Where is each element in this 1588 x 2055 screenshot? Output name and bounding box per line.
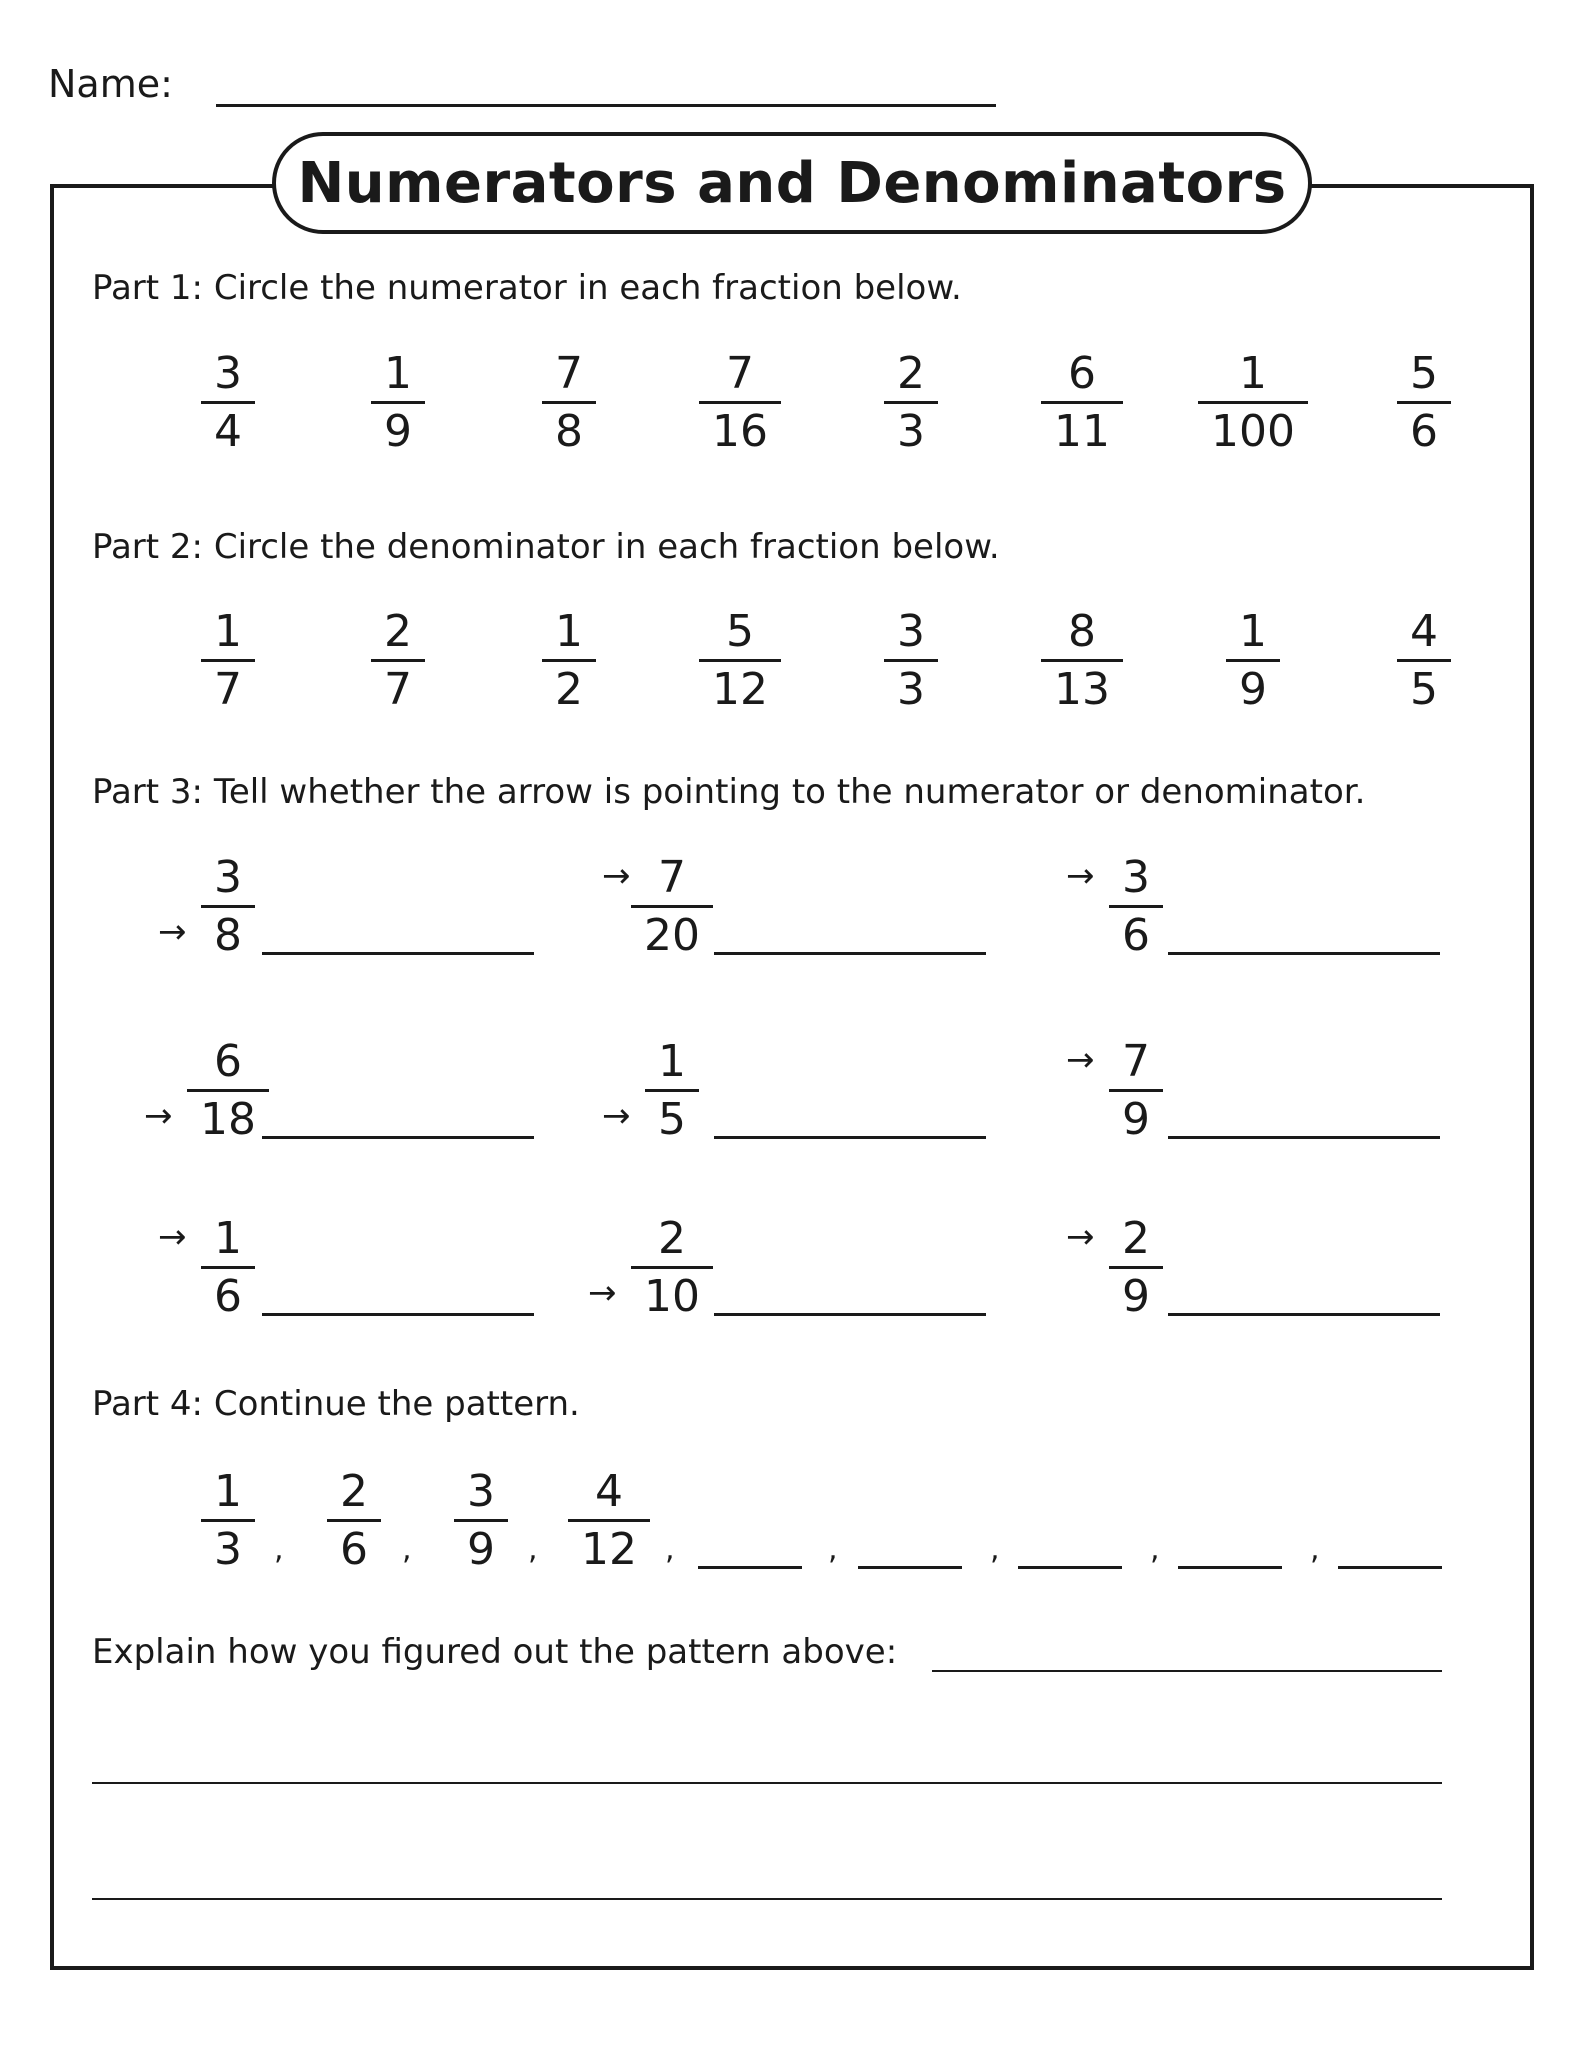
fraction-denominator[interactable]: 20 [644, 910, 700, 961]
fraction-numerator[interactable]: 7 [1122, 1036, 1150, 1087]
part1-instruction: Part 1: Circle the numerator in each fraction below. [92, 268, 962, 308]
part2-fraction[interactable] [891, 608, 931, 714]
fraction-bar [1198, 401, 1308, 404]
part1-fraction[interactable] [208, 350, 248, 456]
fraction-denominator[interactable]: 6 [1122, 910, 1150, 961]
title-banner [272, 132, 1312, 234]
part2-fraction[interactable] [378, 608, 418, 714]
fraction-numerator[interactable]: 3 [897, 606, 925, 657]
fraction-numerator[interactable]: 1 [214, 1213, 242, 1264]
part2-fraction[interactable] [1233, 608, 1273, 714]
fraction-numerator[interactable]: 1 [214, 606, 242, 657]
fraction-numerator[interactable]: 8 [1068, 606, 1096, 657]
fraction-numerator[interactable]: 2 [1122, 1213, 1150, 1264]
fraction-numerator[interactable]: 1 [555, 606, 583, 657]
part3-fraction[interactable] [1116, 1215, 1156, 1321]
pattern-fraction[interactable] [334, 1468, 374, 1574]
fraction-bar [542, 401, 596, 404]
pattern-blank[interactable] [858, 1566, 962, 1569]
fraction-bar [884, 659, 938, 662]
part3-fraction[interactable] [1116, 1038, 1156, 1144]
explain-answer-line-3[interactable] [92, 1898, 1442, 1900]
arrow-icon: → [158, 1217, 187, 1257]
part2-fraction[interactable] [1048, 608, 1116, 714]
name-field-line[interactable] [216, 104, 996, 107]
fraction-numerator[interactable]: 4 [1410, 606, 1438, 657]
fraction-bar [201, 1519, 255, 1522]
fraction-denominator[interactable]: 2 [555, 664, 583, 715]
pattern-separator: , [1310, 1532, 1320, 1567]
fraction-numerator[interactable]: 5 [1410, 348, 1438, 399]
fraction-numerator[interactable]: 4 [595, 1466, 623, 1517]
pattern-separator: , [828, 1532, 838, 1567]
fraction-numerator[interactable]: 7 [658, 852, 686, 903]
part1-fraction[interactable] [1404, 350, 1444, 456]
fraction-bar [1041, 401, 1123, 404]
pattern-blank[interactable] [1338, 1566, 1442, 1569]
explain-prompt: Explain how you figured out the pattern above: [92, 1632, 898, 1672]
arrow-icon: → [602, 1096, 631, 1136]
arrow-icon: → [1066, 1217, 1095, 1257]
pattern-fraction[interactable] [461, 1468, 501, 1574]
fraction-bar [1041, 659, 1123, 662]
fraction-denominator[interactable]: 10 [644, 1271, 700, 1322]
fraction-denominator[interactable]: 11 [1054, 406, 1110, 457]
fraction-numerator[interactable]: 3 [214, 348, 242, 399]
arrow-icon: → [158, 912, 187, 952]
fraction-bar [1109, 1266, 1163, 1269]
fraction-bar [884, 401, 938, 404]
fraction-numerator[interactable]: 2 [897, 348, 925, 399]
answer-line[interactable] [714, 1136, 986, 1139]
fraction-bar [1397, 401, 1451, 404]
answer-line[interactable] [1168, 1313, 1440, 1316]
fraction-denominator[interactable]: 5 [658, 1094, 686, 1145]
fraction-bar [201, 659, 255, 662]
fraction-denominator[interactable]: 8 [555, 406, 583, 457]
fraction-bar [631, 905, 713, 908]
pattern-fraction[interactable] [208, 1468, 248, 1574]
fraction-numerator[interactable]: 1 [1239, 606, 1267, 657]
arrow-icon: → [144, 1096, 173, 1136]
fraction-numerator[interactable]: 3 [214, 852, 242, 903]
part1-fraction[interactable] [706, 350, 774, 456]
fraction-denominator[interactable]: 6 [214, 1271, 242, 1322]
pattern-separator: , [528, 1532, 538, 1567]
answer-line[interactable] [714, 1313, 986, 1316]
fraction-numerator[interactable]: 6 [214, 1036, 242, 1087]
part2-fraction[interactable] [1404, 608, 1444, 714]
fraction-bar [371, 659, 425, 662]
fraction-denominator[interactable]: 100 [1211, 406, 1295, 457]
fraction-denominator[interactable]: 13 [1054, 664, 1110, 715]
fraction-denominator[interactable]: 12 [581, 1524, 637, 1575]
fraction-bar [327, 1519, 381, 1522]
fraction-numerator[interactable]: 5 [726, 606, 754, 657]
fraction-numerator[interactable]: 1 [1238, 348, 1267, 399]
fraction-bar [631, 1266, 713, 1269]
fraction-bar [454, 1519, 508, 1522]
part3-fraction[interactable] [638, 854, 706, 960]
part1-fraction[interactable] [891, 350, 931, 456]
fraction-denominator[interactable]: 9 [384, 406, 412, 457]
part2-fraction[interactable] [208, 608, 248, 714]
pattern-blank[interactable] [1178, 1566, 1282, 1569]
fraction-denominator[interactable]: 9 [1122, 1271, 1150, 1322]
fraction-bar [371, 401, 425, 404]
name-label: Name: [48, 62, 173, 106]
fraction-bar [699, 659, 781, 662]
fraction-bar [568, 1519, 650, 1522]
fraction-numerator[interactable]: 2 [340, 1466, 368, 1517]
fraction-bar [201, 401, 255, 404]
part3-fraction[interactable] [1116, 854, 1156, 960]
fraction-numerator[interactable]: 1 [384, 348, 412, 399]
fraction-denominator[interactable]: 18 [200, 1094, 256, 1145]
fraction-bar [187, 1089, 269, 1092]
fraction-numerator[interactable]: 1 [658, 1036, 686, 1087]
fraction-denominator[interactable]: 16 [712, 406, 768, 457]
explain-answer-line-1[interactable] [932, 1670, 1442, 1672]
fraction-numerator[interactable]: 2 [658, 1213, 686, 1264]
fraction-denominator[interactable]: 3 [897, 664, 925, 715]
fraction-denominator[interactable]: 9 [467, 1524, 495, 1575]
part3-fraction[interactable] [638, 1215, 706, 1321]
answer-line[interactable] [714, 952, 986, 955]
fraction-bar [645, 1089, 699, 1092]
part2-fraction[interactable] [706, 608, 774, 714]
fraction-numerator[interactable]: 3 [467, 1466, 495, 1517]
fraction-numerator[interactable]: 7 [726, 348, 754, 399]
explain-answer-line-2[interactable] [92, 1782, 1442, 1784]
fraction-bar [201, 905, 255, 908]
fraction-denominator[interactable]: 6 [340, 1524, 368, 1575]
part3-fraction[interactable] [652, 1038, 692, 1144]
part2-fraction[interactable] [549, 608, 589, 714]
fraction-bar [1397, 659, 1451, 662]
fraction-denominator[interactable]: 9 [1122, 1094, 1150, 1145]
answer-line[interactable] [1168, 1136, 1440, 1139]
fraction-bar [1226, 659, 1280, 662]
pattern-separator: , [274, 1532, 284, 1567]
fraction-denominator[interactable]: 6 [1410, 406, 1438, 457]
fraction-numerator[interactable]: 6 [1068, 348, 1096, 399]
fraction-denominator[interactable]: 12 [712, 664, 768, 715]
fraction-bar [542, 659, 596, 662]
fraction-bar [1109, 1089, 1163, 1092]
pattern-blank[interactable] [1018, 1566, 1122, 1569]
fraction-bar [201, 1266, 255, 1269]
part3-fraction[interactable] [208, 1215, 248, 1321]
part3-fraction[interactable] [208, 854, 248, 960]
page-title: Numerators and Denominators [297, 150, 1287, 216]
arrow-icon: → [1066, 856, 1095, 896]
answer-line[interactable] [262, 1136, 534, 1139]
fraction-denominator[interactable]: 7 [214, 664, 242, 715]
fraction-denominator[interactable]: 7 [384, 664, 412, 715]
arrow-icon: → [602, 856, 631, 896]
fraction-numerator[interactable]: 2 [384, 606, 412, 657]
fraction-denominator[interactable]: 4 [214, 406, 242, 457]
fraction-denominator[interactable]: 3 [214, 1524, 242, 1575]
fraction-bar [1109, 905, 1163, 908]
fraction-bar [699, 401, 781, 404]
part3-instruction: Part 3: Tell whether the arrow is pointing to the numerator or denominator. [92, 772, 1366, 812]
pattern-blank[interactable] [698, 1566, 802, 1569]
worksheet-frame [50, 184, 1534, 1970]
part1-fraction[interactable] [549, 350, 589, 456]
part2-instruction: Part 2: Circle the denominator in each fraction below. [92, 527, 1000, 567]
fraction-denominator[interactable]: 5 [1410, 664, 1438, 715]
fraction-numerator[interactable]: 3 [1122, 852, 1150, 903]
answer-line[interactable] [262, 1313, 534, 1316]
pattern-separator: , [990, 1532, 1000, 1567]
fraction-numerator[interactable]: 1 [214, 1466, 242, 1517]
part4-instruction: Part 4: Continue the pattern. [92, 1384, 580, 1424]
pattern-separator: , [665, 1532, 675, 1567]
part1-fraction[interactable] [1205, 350, 1301, 456]
part3-fraction[interactable] [194, 1038, 262, 1144]
answer-line[interactable] [262, 952, 534, 955]
fraction-numerator[interactable]: 7 [555, 348, 583, 399]
arrow-icon: → [1066, 1040, 1095, 1080]
answer-line[interactable] [1168, 952, 1440, 955]
pattern-fraction[interactable] [575, 1468, 643, 1574]
part1-fraction[interactable] [1048, 350, 1116, 456]
fraction-denominator[interactable]: 3 [897, 406, 925, 457]
arrow-icon: → [588, 1273, 617, 1313]
fraction-denominator[interactable]: 9 [1239, 664, 1267, 715]
pattern-separator: , [1150, 1532, 1160, 1567]
fraction-denominator[interactable]: 8 [214, 910, 242, 961]
pattern-separator: , [402, 1532, 412, 1567]
part1-fraction[interactable] [378, 350, 418, 456]
